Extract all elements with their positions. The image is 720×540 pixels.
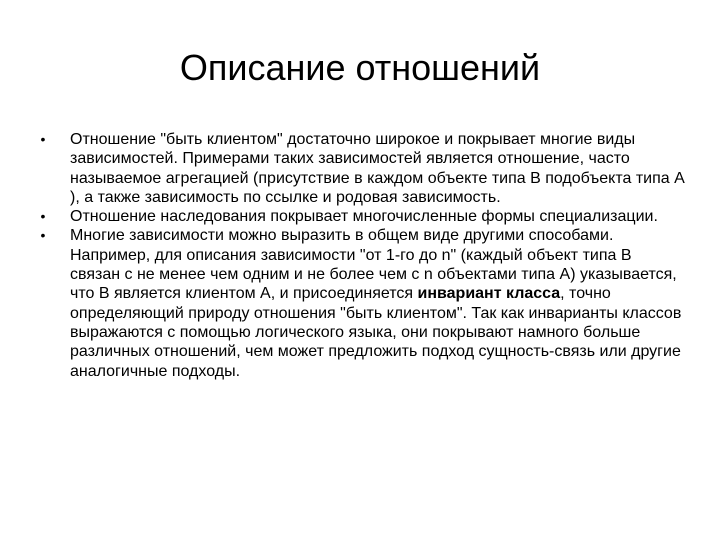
bullet-text-1: Отношение "быть клиентом" достаточно широкое и покрывает многие виды зависимостей. Примерами таких зависимостей является отношение, часто называемое агрегацией (присутствие в каждом объекте типа B подобъекта типа A ), а также зависимость по ссылке и родовая зависимость. <box>70 131 684 206</box>
bullet-item-3 <box>36 226 684 380</box>
bullet-item-1 <box>36 130 684 207</box>
bullet-list <box>36 130 684 381</box>
bullet-text-3-before: Многие зависимости можно выразить в общем виде другими способами. Например, для описания зависимости "от 1-го до n" (каждый объект типа B связан с не менее чем одним и не более чем с n объектами типа A) указывается, что B является клиентом A, и присоединяется <box>70 227 677 303</box>
bullet-text-3-after: , точно определяющий природу отношения "быть клиентом". Так как инварианты классов выражаются с помощью логического языка, они покрывают намного больше различных отношений, чем может предложить подход сущность-связь или другие аналогичные подходы. <box>70 285 682 380</box>
bullet-dot-icon: • <box>40 208 46 225</box>
bullet-text-2: Отношение наследования покрывает многочисленные формы специализации. <box>70 208 658 226</box>
bullet-item-2 <box>36 207 684 226</box>
bullet-dot-icon: • <box>40 227 46 244</box>
bullet-dot-icon: • <box>40 131 46 147</box>
bullet-text-3-bold-term: инвариант класса <box>417 285 561 303</box>
slide-title: Описание отношений <box>179 47 541 88</box>
